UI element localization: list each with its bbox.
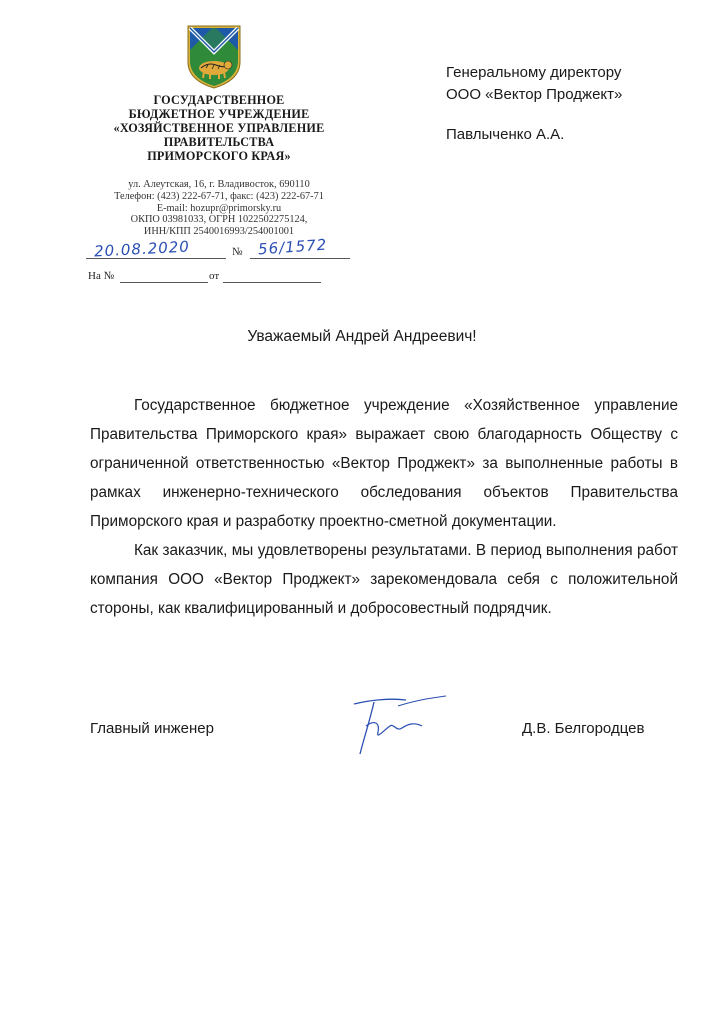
address-line: ул. Алеутская, 16, г. Владивосток, 690110 [128,179,310,190]
letter-greeting: Уважаемый Андрей Андреевич! [247,328,477,345]
letter-body [90,391,678,623]
body-paragraph: Как заказчик, мы удовлетворены результатами. В период выполнения работ компания ООО «Вектор Проджект» зарекомендовала себя с положительной стороны, как квалифицированный и добросовестный подрядчик. [90,542,678,617]
recipient-company: ООО «Вектор Проджект» [446,86,623,103]
phone-line: Телефон: (423) 222-67-71, факс: (423) 222-67-71 [114,190,324,202]
org-line: «ХОЗЯЙСТВЕННОЕ УПРАВЛЕНИЕ [113,121,325,135]
recipient-position: Генеральному директору [446,64,622,81]
coat-of-arms-icon [186,24,242,90]
recipient-block [446,62,696,106]
organization-contacts [86,179,352,238]
handwritten-number: 56/1572 [257,235,328,259]
handwritten-date: 20.08.2020 [93,237,191,261]
reply-number-label: На № [88,270,115,282]
org-line: БЮДЖЕТНОЕ УЧРЕЖДЕНИЕ [128,107,310,121]
handwritten-signature-icon [340,692,450,762]
organization-name [86,93,352,163]
signatory-name: Д.В. Белгородцев [522,720,645,737]
signatory-title: Главный инженер [90,720,214,737]
number-underline [250,258,350,259]
org-line: ПРАВИТЕЛЬСТВА [163,135,275,149]
reply-from-label: от [209,270,220,282]
body-paragraph: Государственное бюджетное учреждение «Хозяйственное управление Правительства Приморского края» выражает свою благодарность Обществу с ограниченной ответственностью «Вектор Проджект» за выполненные работы в рамках инженерно-технического обследования объектов Правительства Приморского края и разработку проектно-сметной документации. [90,397,678,530]
number-sign: № [232,246,243,258]
recipient-name: Павлыченко А.А. [446,126,565,143]
org-line: ПРИМОРСКОГО КРАЯ» [147,149,291,163]
reply-date-underline [223,282,321,283]
reply-number-underline [120,282,208,283]
inn-line: ИНН/КПП 2540016993/254001001 [143,226,295,238]
org-line: ГОСУДАРСТВЕННОЕ [153,93,285,107]
okpo-line: ОКПО 03981033, ОГРН 1022502275124, [130,214,308,226]
email-line: E-mail: hozupr@primorsky.ru [156,202,282,214]
